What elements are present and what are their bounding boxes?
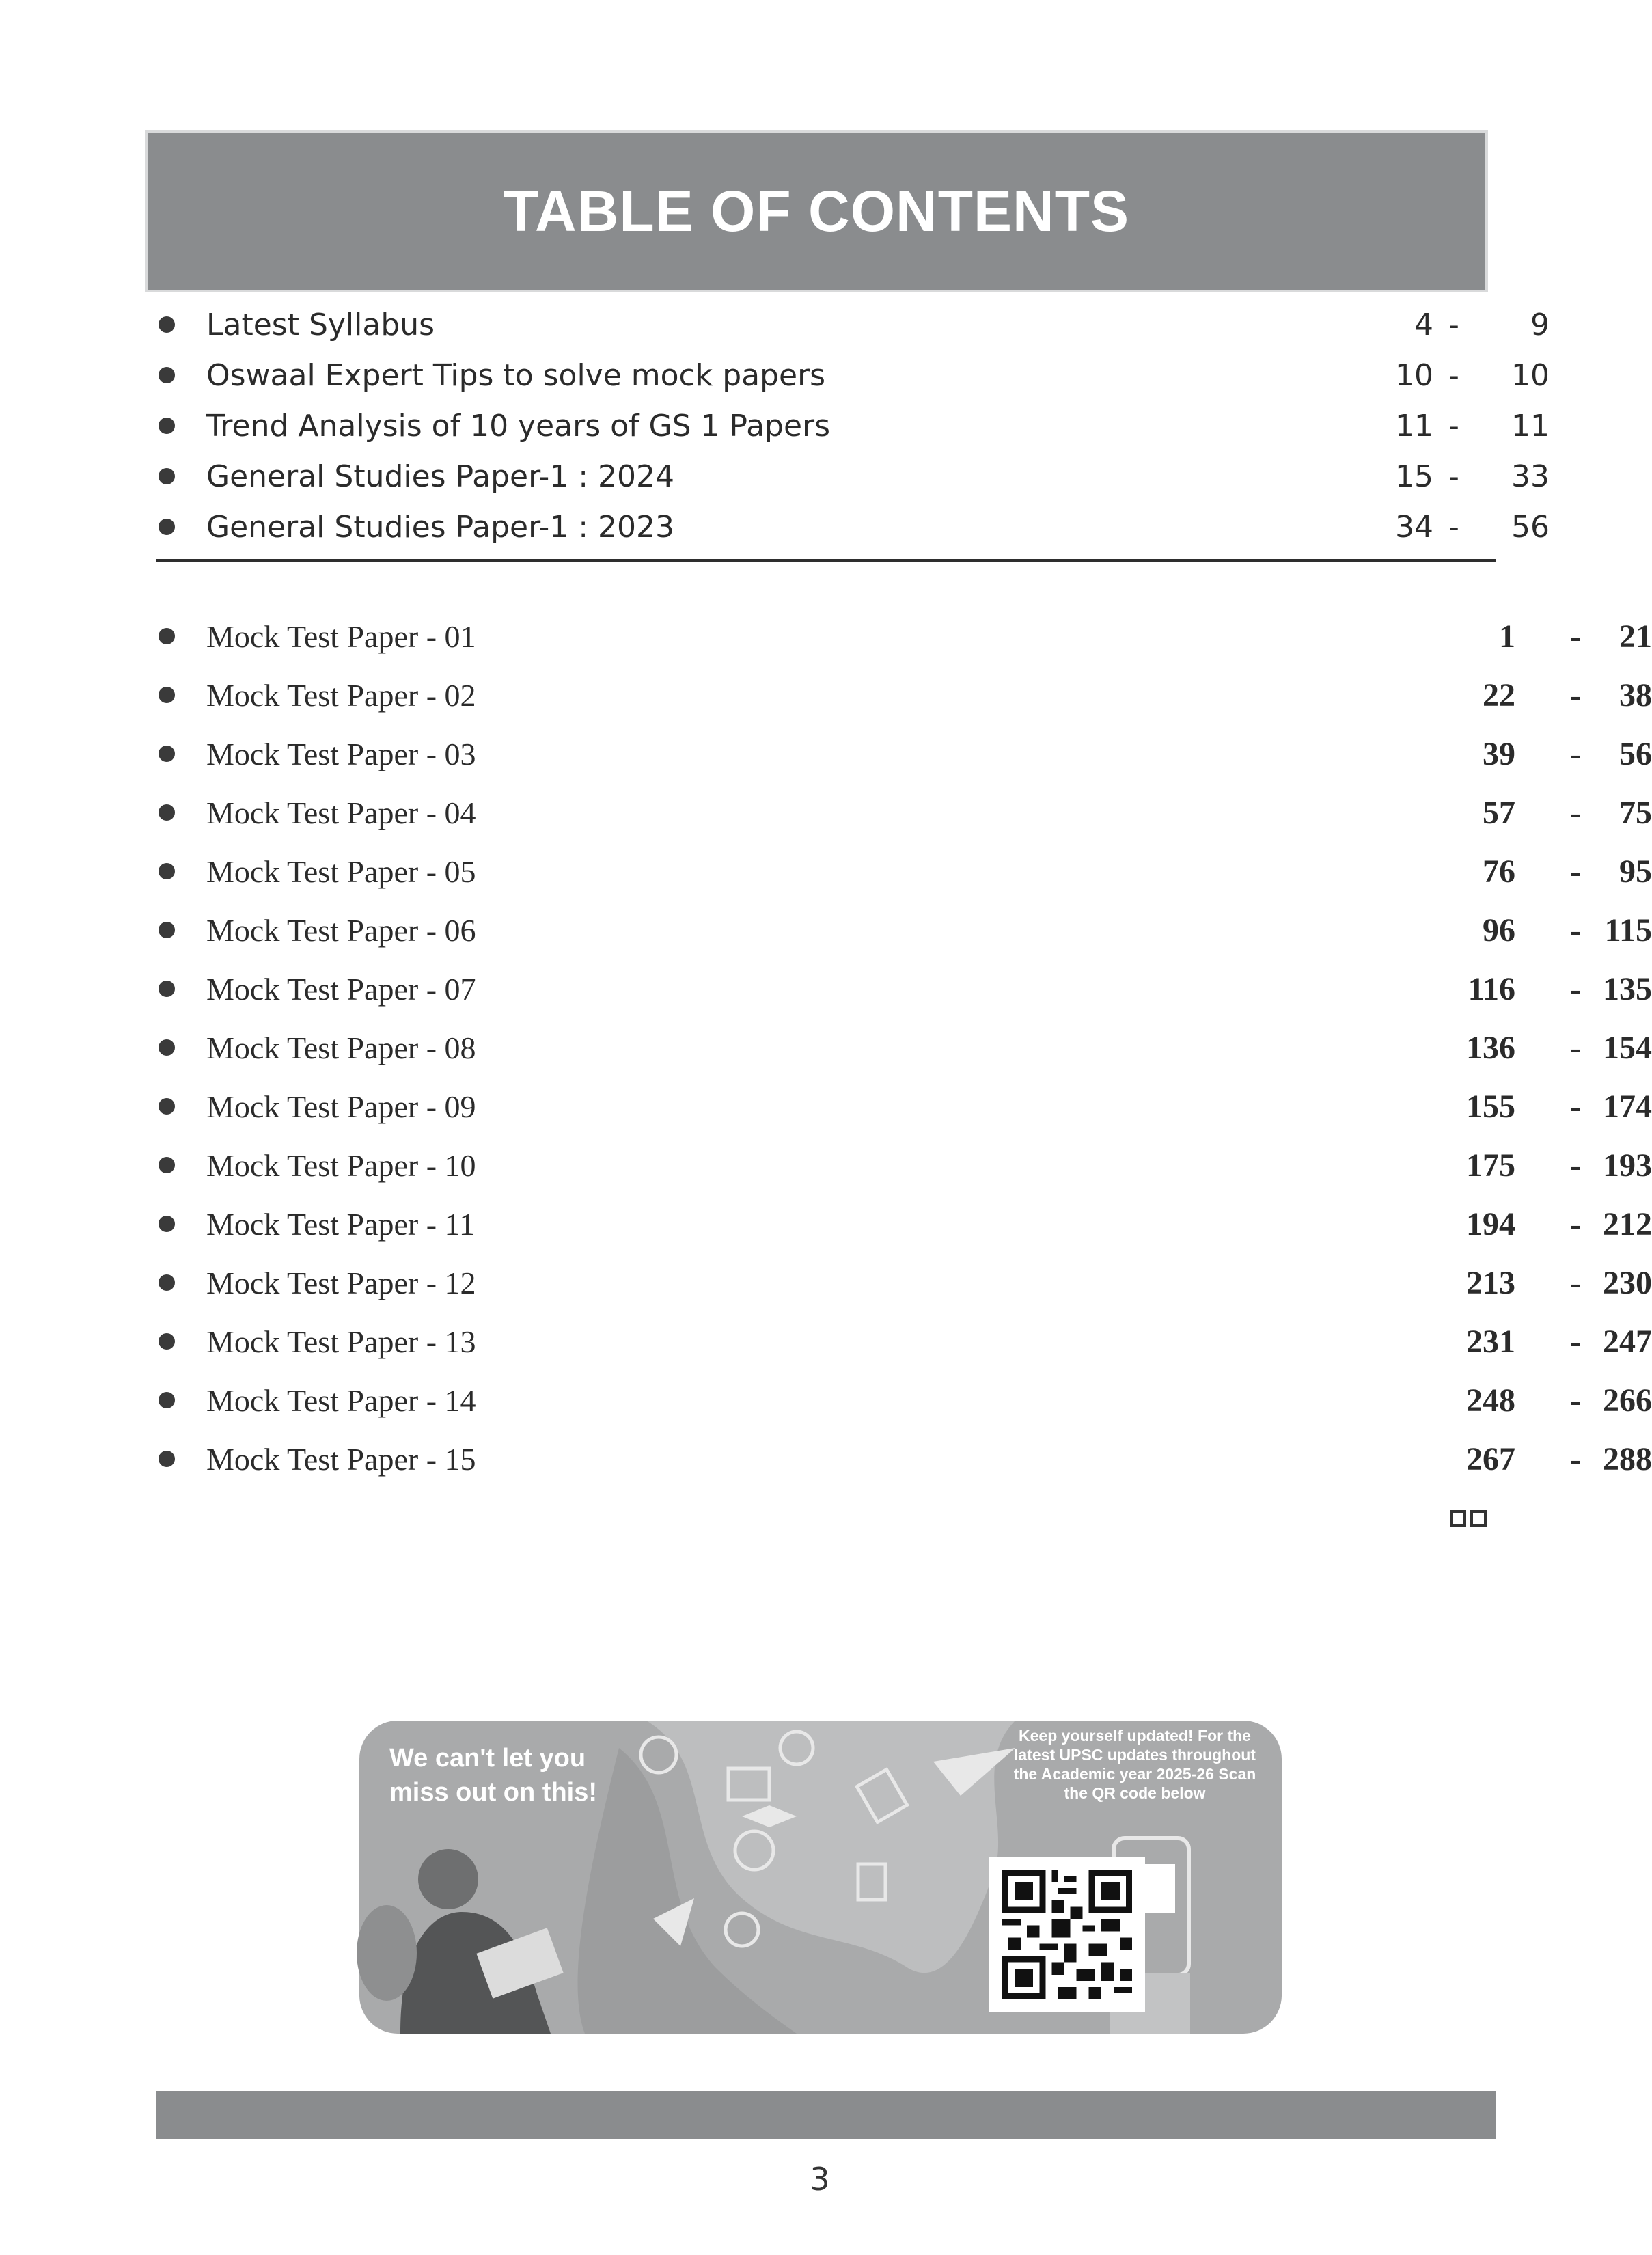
page-range [1317,1136,1652,1194]
page-range [1317,1018,1652,1077]
bullet-icon [159,687,175,703]
page-from: 116 [1468,970,1515,1007]
bullet-icon [159,628,175,644]
promo-banner[interactable] [359,1721,1282,2034]
page-from: 22 [1483,676,1515,713]
bullet-icon [159,1216,175,1232]
bullet-icon [159,1039,175,1056]
page-dash: - [1570,1029,1581,1066]
page-to: 266 [1603,1382,1652,1419]
toc-entry[interactable] [156,451,1550,502]
page-dash: - [1570,1147,1581,1184]
page-dash: - [1570,618,1581,655]
bullet-icon [159,746,175,762]
bullet-icon [159,863,175,879]
toc-entry[interactable] [156,400,1550,451]
page-from: 34 [1395,509,1433,545]
page-range [1317,783,1652,842]
student-head [418,1849,478,1909]
page-range [1317,724,1652,783]
toc-entry[interactable] [156,1430,1652,1488]
page-number: 3 [810,2161,830,2198]
page-from: 10 [1395,357,1433,393]
bullet-icon [159,367,175,383]
page-range [1331,350,1556,400]
page-to: 56 [1619,735,1652,772]
page-dash: - [1448,459,1459,494]
page-to: 247 [1603,1323,1652,1360]
toc-entry[interactable] [156,1312,1652,1371]
page-to: 38 [1619,676,1652,713]
page-dash: - [1448,357,1459,393]
page-dash: - [1570,912,1581,948]
banner-note: Keep yourself updated! For the latest UPSC updates throughout the Academic year 2025-26 Scan the QR code below [1013,1727,1256,1802]
entry-label: Mock Test Paper - 05 [206,853,476,889]
page-title: TABLE OF CONTENTS [503,178,1130,243]
clock-icon [726,1913,758,1946]
entry-label: General Studies Paper-1 : 2023 [206,509,675,545]
toc-entry[interactable] [156,607,1652,666]
page-range [1317,607,1652,666]
mock-contents-list [156,607,1652,1488]
page-range [1317,1312,1652,1371]
toc-entry[interactable] [156,842,1652,901]
entry-label: Mock Test Paper - 09 [206,1089,476,1124]
page-from: 76 [1483,853,1515,890]
page-range [1317,1077,1652,1136]
page-from: 39 [1483,735,1515,772]
entry-label: Mock Test Paper - 12 [206,1265,476,1300]
page-dash: - [1570,1205,1581,1242]
page-dash: - [1570,853,1581,890]
bullet-icon [159,418,175,434]
page-to: 33 [1511,459,1550,494]
entry-label: Mock Test Paper - 10 [206,1147,476,1183]
page-to: 193 [1603,1147,1652,1184]
page-range [1317,842,1652,901]
page-to: 288 [1603,1440,1652,1477]
page-from: 11 [1395,408,1433,443]
toc-entry[interactable] [156,1371,1652,1430]
bullet-icon [159,316,175,333]
bullet-icon [159,468,175,484]
page-from: 57 [1483,794,1515,831]
toc-entry[interactable] [156,1253,1652,1312]
page-range [1331,451,1556,502]
section-divider [156,559,1496,562]
page-to: 230 [1603,1264,1652,1301]
page-to: 75 [1619,794,1652,831]
entry-label: Mock Test Paper - 03 [206,736,476,771]
page-from: 96 [1483,912,1515,948]
page-dash: - [1448,307,1459,342]
page-from: 1 [1499,618,1515,655]
page-dash: - [1570,735,1581,772]
toc-entry[interactable] [156,350,1550,400]
page-dash: - [1448,509,1459,545]
toc-entry[interactable] [156,666,1652,724]
qr-code-icon [1002,1870,1132,1999]
page-from: 15 [1395,459,1433,494]
entry-label: Mock Test Paper - 11 [206,1206,475,1242]
clock-icon [641,1737,676,1773]
bullet-icon [159,981,175,997]
page-to: 95 [1619,853,1652,890]
page-dash: - [1570,794,1581,831]
entry-label: Mock Test Paper - 08 [206,1030,476,1065]
entry-label: Mock Test Paper - 14 [206,1382,476,1418]
page-dash: - [1570,1088,1581,1125]
bullet-icon [159,922,175,938]
bullet-icon [159,1392,175,1408]
toc-entry[interactable] [156,783,1652,842]
page-from: 155 [1466,1088,1515,1125]
backpack [357,1905,417,2001]
page-dash: - [1570,1264,1581,1301]
entry-label: Latest Syllabus [206,307,435,342]
page-dash: - [1448,408,1459,443]
page-range [1317,1371,1652,1430]
page-to: 9 [1530,307,1550,342]
toc-entry[interactable] [156,1018,1652,1077]
toc-entry[interactable] [156,1194,1652,1253]
page-dash: - [1570,970,1581,1007]
bullet-icon [159,1451,175,1467]
toc-entry[interactable] [156,502,1550,552]
page-to: 115 [1604,912,1652,948]
page-from: 175 [1466,1147,1515,1184]
page-range [1317,666,1652,724]
footer-bar [156,2091,1496,2139]
page-to: 10 [1511,357,1550,393]
page-from: 267 [1466,1440,1515,1477]
bullet-icon [159,1098,175,1115]
entry-label: Mock Test Paper - 13 [206,1324,476,1359]
banner-headline: We can't let you miss out on this! [389,1744,597,1807]
page-to: 154 [1603,1029,1652,1066]
bullet-icon [159,1274,175,1291]
page-from: 136 [1466,1029,1515,1066]
toc-entry[interactable] [156,1136,1652,1194]
page-dash: - [1570,676,1581,713]
toc-entry[interactable] [156,901,1652,959]
bullet-icon [159,1333,175,1350]
page-from: 248 [1466,1382,1515,1419]
page-range [1317,1194,1652,1253]
page-range [1317,959,1652,1018]
entry-label: Mock Test Paper - 06 [206,912,476,948]
entry-label: Trend Analysis of 10 years of GS 1 Papers [206,408,831,443]
page-to: 11 [1511,408,1550,443]
bullet-icon [159,519,175,535]
page-dash: - [1570,1382,1581,1419]
page-from: 194 [1466,1205,1515,1242]
toc-entry[interactable] [156,1077,1652,1136]
page-range [1317,1253,1652,1312]
top-contents-list [156,299,1550,552]
page-range [1317,1430,1652,1488]
entry-label: Mock Test Paper - 02 [206,677,476,713]
page-to: 56 [1511,509,1550,545]
entry-label: Mock Test Paper - 15 [206,1441,476,1477]
page-range [1331,400,1556,451]
page-from: 4 [1414,307,1433,342]
entry-label: Mock Test Paper - 01 [206,618,476,654]
end-of-section-mark [1450,1510,1487,1527]
entry-label: Mock Test Paper - 04 [206,795,476,830]
page-to: 21 [1619,618,1652,655]
page-to: 212 [1603,1205,1652,1242]
toc-entry[interactable] [156,299,1550,350]
page-range [1331,299,1556,350]
entry-label: Oswaal Expert Tips to solve mock papers [206,357,826,393]
page-to: 174 [1603,1088,1652,1125]
page-range [1317,901,1652,959]
toc-entry[interactable] [156,724,1652,783]
entry-label: General Studies Paper-1 : 2024 [206,459,675,494]
toc-header [145,130,1488,292]
page-from: 213 [1466,1264,1515,1301]
page-to: 135 [1603,970,1652,1007]
toc-entry[interactable] [156,959,1652,1018]
page-from: 231 [1466,1323,1515,1360]
page-dash: - [1570,1323,1581,1360]
entry-label: Mock Test Paper - 07 [206,971,476,1007]
page-range [1331,502,1556,552]
bullet-icon [159,804,175,821]
qr-code[interactable] [989,1857,1145,2012]
bullet-icon [159,1157,175,1173]
page-dash: - [1570,1440,1581,1477]
